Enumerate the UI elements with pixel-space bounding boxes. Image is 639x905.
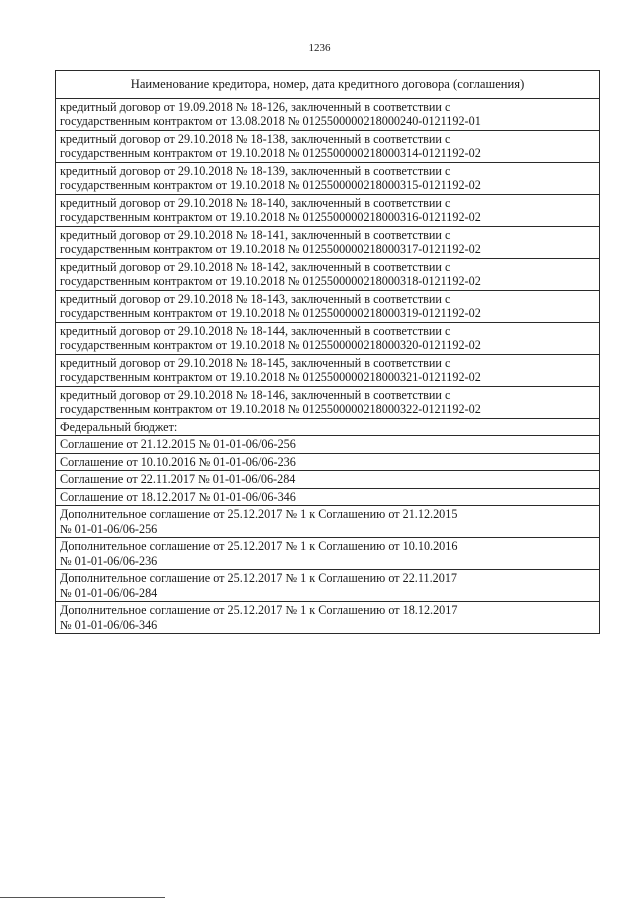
table-row	[56, 488, 600, 506]
cell-line: кредитный договор от 29.10.2018 № 18-138, заключенный в соответствии с	[60, 131, 451, 146]
table-cell	[56, 506, 600, 538]
table-cell	[56, 354, 600, 386]
table-row	[56, 538, 600, 570]
cell-line: Соглашение от 10.10.2016 № 01-01-06/06-236	[60, 454, 296, 469]
cell-line: № 01-01-06/06-236	[60, 553, 158, 568]
table-cell	[56, 226, 600, 258]
cell-line: кредитный договор от 29.10.2018 № 18-143, заключенный в соответствии с	[60, 291, 451, 306]
table-row	[56, 290, 600, 322]
table-cell	[56, 98, 600, 130]
cell-line: кредитный договор от 29.10.2018 № 18-146, заключенный в соответствии с	[60, 387, 451, 402]
footer-divider	[0, 897, 165, 898]
table-row	[56, 194, 600, 226]
table-row	[56, 386, 600, 418]
table-row	[56, 602, 600, 634]
cell-line: кредитный договор от 29.10.2018 № 18-144, заключенный в соответствии с	[60, 323, 451, 338]
cell-line: государственным контрактом от 19.10.2018 № 0125500000218000315-0121192-02	[60, 178, 481, 192]
table-row	[56, 418, 600, 436]
table-cell	[56, 162, 600, 194]
table-row	[56, 162, 600, 194]
table-row	[56, 98, 600, 130]
cell-line: государственным контрактом от 19.10.2018 № 0125500000218000318-0121192-02	[60, 274, 481, 288]
table-cell	[56, 418, 600, 436]
cell-line: Дополнительное соглашение от 25.12.2017 № 1 к Соглашению от 18.12.2017	[60, 603, 458, 617]
cell-line: кредитный договор от 29.10.2018 № 18-145, заключенный в соответствии с	[60, 355, 451, 370]
table-row	[56, 453, 600, 471]
table-row	[56, 436, 600, 454]
cell-line: Соглашение от 21.12.2015 № 01-01-06/06-256	[60, 437, 296, 451]
table-row	[56, 570, 600, 602]
page-number: 1236	[308, 42, 331, 54]
table-header-row	[56, 71, 600, 99]
table-cell	[56, 538, 600, 570]
table-row	[56, 258, 600, 290]
table-cell	[56, 386, 600, 418]
table-body	[56, 98, 600, 634]
cell-line: № 01-01-06/06-346	[60, 617, 158, 632]
table-row	[56, 354, 600, 386]
cell-line: кредитный договор от 29.10.2018 № 18-142, заключенный в соответствии с	[60, 259, 451, 274]
cell-line: № 01-01-06/06-284	[60, 585, 158, 600]
table-row	[56, 506, 600, 538]
cell-line: государственным контрактом от 19.10.2018 № 0125500000218000322-0121192-02	[60, 402, 481, 416]
table-row	[56, 471, 600, 489]
cell-line: государственным контрактом от 19.10.2018 № 0125500000218000317-0121192-02	[60, 242, 481, 256]
cell-line: Дополнительное соглашение от 25.12.2017 № 1 к Соглашению от 21.12.2015	[60, 507, 458, 521]
table-cell	[56, 488, 600, 506]
table-cell	[56, 602, 600, 634]
table-cell	[56, 453, 600, 471]
table-cell	[56, 194, 600, 226]
cell-line: кредитный договор от 29.10.2018 № 18-139, заключенный в соответствии с	[60, 163, 451, 178]
table-row	[56, 226, 600, 258]
cell-line: Соглашение от 18.12.2017 № 01-01-06/06-346	[60, 489, 296, 504]
cell-line: кредитный договор от 29.10.2018 № 18-141, заключенный в соответствии с	[60, 227, 451, 242]
cell-line: государственным контрактом от 13.08.2018 № 0125500000218000240-0121192-01	[60, 114, 481, 128]
table-row	[56, 130, 600, 162]
cell-line: государственным контрактом от 19.10.2018 № 0125500000218000320-0121192-02	[60, 338, 481, 352]
cell-line: государственным контрактом от 19.10.2018 № 0125500000218000321-0121192-02	[60, 370, 481, 384]
cell-line: Соглашение от 22.11.2017 № 01-01-06/06-284	[60, 472, 296, 486]
cell-line: № 01-01-06/06-256	[60, 521, 158, 536]
cell-line: государственным контрактом от 19.10.2018 № 0125500000218000314-0121192-02	[60, 146, 481, 160]
cell-line: кредитный договор от 29.10.2018 № 18-140, заключенный в соответствии с	[60, 195, 451, 210]
table-row	[56, 322, 600, 354]
creditors-table	[55, 70, 600, 634]
table-cell	[56, 258, 600, 290]
table-cell	[56, 436, 600, 454]
table-cell	[56, 471, 600, 489]
cell-line: государственным контрактом от 19.10.2018 № 0125500000218000319-0121192-02	[60, 306, 481, 320]
cell-line: кредитный договор от 19.09.2018 № 18-126, заключенный в соответствии с	[60, 99, 451, 114]
cell-line: Федеральный бюджет:	[60, 419, 178, 434]
cell-line: Дополнительное соглашение от 25.12.2017 № 1 к Соглашению от 22.11.2017	[60, 571, 458, 585]
cell-line: Дополнительное соглашение от 25.12.2017 № 1 к Соглашению от 10.10.2016	[60, 539, 458, 553]
table-header: Наименование кредитора, номер, дата кредитного договора (соглашения)	[56, 71, 600, 99]
table-cell	[56, 290, 600, 322]
cell-line: государственным контрактом от 19.10.2018 № 0125500000218000316-0121192-02	[60, 210, 481, 224]
table-cell	[56, 322, 600, 354]
table-cell	[56, 570, 600, 602]
table-cell	[56, 130, 600, 162]
